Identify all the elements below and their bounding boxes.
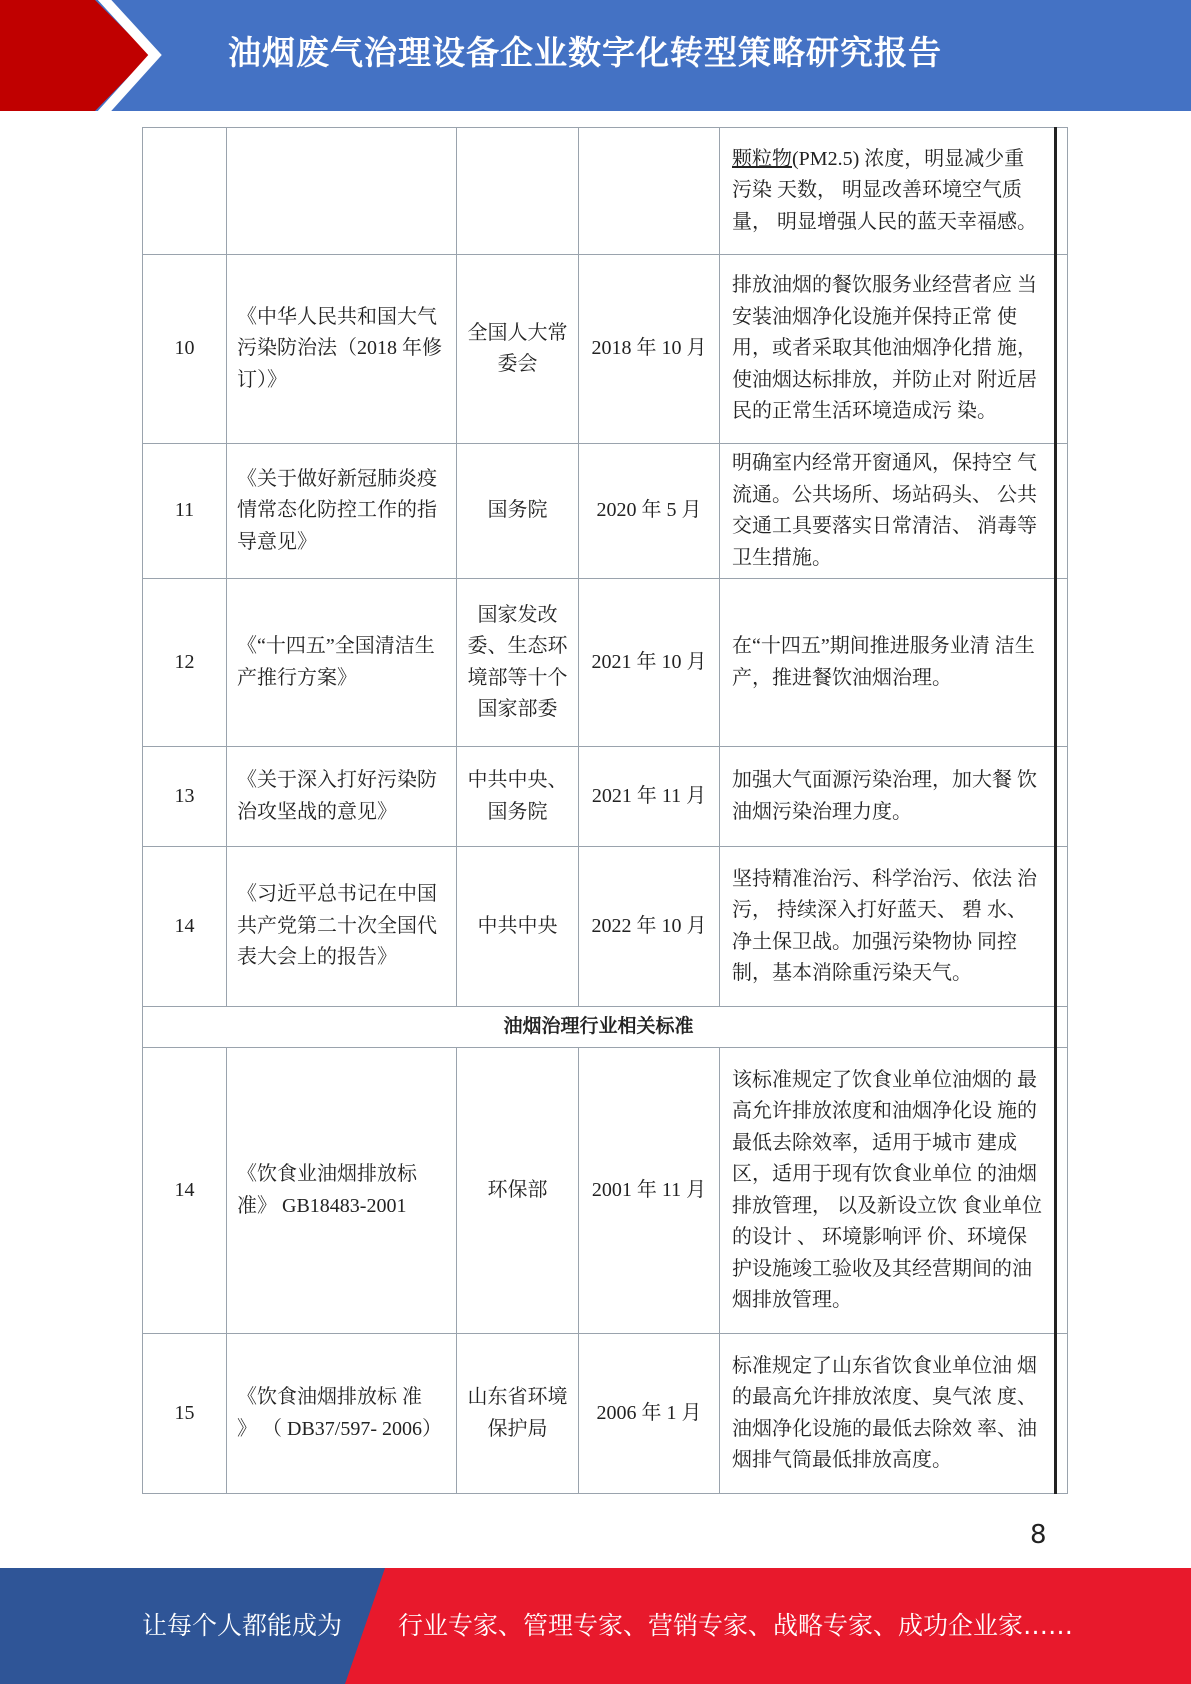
cell-no: 15 bbox=[143, 1334, 227, 1494]
table-row bbox=[143, 444, 1068, 579]
cell-org: 全国人大常委会 bbox=[457, 255, 579, 444]
cell-no: 14 bbox=[143, 1048, 227, 1334]
page-header bbox=[0, 0, 1191, 111]
cell-no: 13 bbox=[143, 747, 227, 847]
cell-no: 12 bbox=[143, 579, 227, 747]
page-number: 8 bbox=[1030, 1520, 1047, 1550]
cell-no bbox=[143, 128, 227, 255]
cell-spacer bbox=[1056, 1048, 1068, 1334]
desc-text: (PM2.5) 浓度，明显减少重污染 天数， 明显改善环境空气质量， 明显增强人民的蓝天幸福感。 bbox=[732, 147, 1037, 233]
cell-date: 2022 年 10 月 bbox=[579, 847, 720, 1007]
cell-org: 中共中央 bbox=[457, 847, 579, 1007]
page-footer bbox=[0, 1568, 1191, 1684]
table-row bbox=[143, 747, 1068, 847]
report-title: 油烟废气治理设备企业数字化转型策略研究报告 bbox=[228, 33, 942, 72]
footer-slogan-right: 行业专家、管理专家、营销专家、战略专家、成功企业家…… bbox=[398, 1611, 1074, 1640]
cell-name: 《习近平总书记在中国共产党第二十次全国代表大会上的报告》 bbox=[227, 847, 457, 1007]
section-heading: 油烟治理行业相关标准 bbox=[143, 1007, 1056, 1048]
cell-spacer bbox=[1056, 847, 1068, 1007]
cell-desc: 加强大气面源污染治理，加大餐 饮油烟污染治理力度。 bbox=[720, 747, 1056, 847]
cell-org: 山东省环境保护局 bbox=[457, 1334, 579, 1494]
table-row bbox=[143, 1334, 1068, 1494]
cell-desc: 标准规定了山东省饮食业单位油 烟的最高允许排放浓度、臭气浓 度、油烟净化设施的最低去除效 率、油烟排气筒最低排放高度。 bbox=[720, 1334, 1056, 1494]
cell-spacer bbox=[1056, 255, 1068, 444]
cell-spacer bbox=[1056, 1334, 1068, 1494]
underlined-term: 颗粒物 bbox=[732, 147, 792, 170]
table-row bbox=[143, 1048, 1068, 1334]
cell-date: 2021 年 11 月 bbox=[579, 747, 720, 847]
cell-org: 环保部 bbox=[457, 1048, 579, 1334]
cell-desc: 坚持精准治污、科学治污、依法 治污， 持续深入打好蓝天、 碧 水、净土保卫战。加强污染物协 同控制，基本消除重污染天气。 bbox=[720, 847, 1056, 1007]
cell-org bbox=[457, 128, 579, 255]
table-row bbox=[143, 128, 1068, 255]
cell-name: 《饮食油烟排放标 准 》 （ DB37/597- 2006） bbox=[227, 1334, 457, 1494]
cell-name: 《“十四五”全国清洁生产推行方案》 bbox=[227, 579, 457, 747]
cell-no: 14 bbox=[143, 847, 227, 1007]
cell-desc: 该标准规定了饮食业单位油烟的 最高允许排放浓度和油烟净化设 施的最低去除效率，适用于城市 建成区，适用于现有饮食业单位 的油烟排放管理， 以及新设立饮 食业单位的设计 、 环境影响评 价、环境保护设施竣工验收及其经营期间的油烟排放管理。 bbox=[720, 1048, 1056, 1334]
cell-desc: 明确室内经常开窗通风，保持空 气流通。公共场所、场站码头、 公共交通工具要落实日常清洁、 消毒等卫生措施。 bbox=[720, 444, 1056, 579]
cell-name: 《中华人民共和国大气污染防治法（2018 年修订）》 bbox=[227, 255, 457, 444]
cell-org: 中共中央、国务院 bbox=[457, 747, 579, 847]
cell-date: 2021 年 10 月 bbox=[579, 579, 720, 747]
table-row bbox=[143, 847, 1068, 1007]
cell-org: 国务院 bbox=[457, 444, 579, 579]
policy-table bbox=[142, 127, 1067, 1494]
cell-org: 国家发改委、生态环境部等十个国家部委 bbox=[457, 579, 579, 747]
cell-date bbox=[579, 128, 720, 255]
cell-desc: 排放油烟的餐饮服务业经营者应 当安装油烟净化设施并保持正常 使用，或者采取其他油烟净化措 施，使油烟达标排放，并防止对 附近居民的正常生活环境造成污 染。 bbox=[720, 255, 1056, 444]
cell-desc bbox=[720, 128, 1056, 255]
footer-slogan-left: 让每个人都能成为 bbox=[142, 1611, 343, 1640]
cell-desc: 在“十四五”期间推进服务业清 洁生产，推进餐饮油烟治理。 bbox=[720, 579, 1056, 747]
cell-spacer bbox=[1056, 444, 1068, 579]
cell-no: 11 bbox=[143, 444, 227, 579]
section-row bbox=[143, 1007, 1068, 1048]
cell-spacer bbox=[1056, 579, 1068, 747]
cell-date: 2018 年 10 月 bbox=[579, 255, 720, 444]
cell-no: 10 bbox=[143, 255, 227, 444]
cell-name: 《关于深入打好污染防治攻坚战的意见》 bbox=[227, 747, 457, 847]
table-row bbox=[143, 255, 1068, 444]
cell-spacer bbox=[1056, 747, 1068, 847]
cell-name bbox=[227, 128, 457, 255]
cell-date: 2020 年 5 月 bbox=[579, 444, 720, 579]
cell-date: 2006 年 1 月 bbox=[579, 1334, 720, 1494]
cell-name: 《关于做好新冠肺炎疫情常态化防控工作的指导意见》 bbox=[227, 444, 457, 579]
table-row bbox=[143, 579, 1068, 747]
cell-date: 2001 年 11 月 bbox=[579, 1048, 720, 1334]
cell-spacer bbox=[1056, 128, 1068, 255]
cell-spacer bbox=[1056, 1007, 1068, 1048]
cell-name: 《饮食业油烟排放标 准》 GB18483-2001 bbox=[227, 1048, 457, 1334]
